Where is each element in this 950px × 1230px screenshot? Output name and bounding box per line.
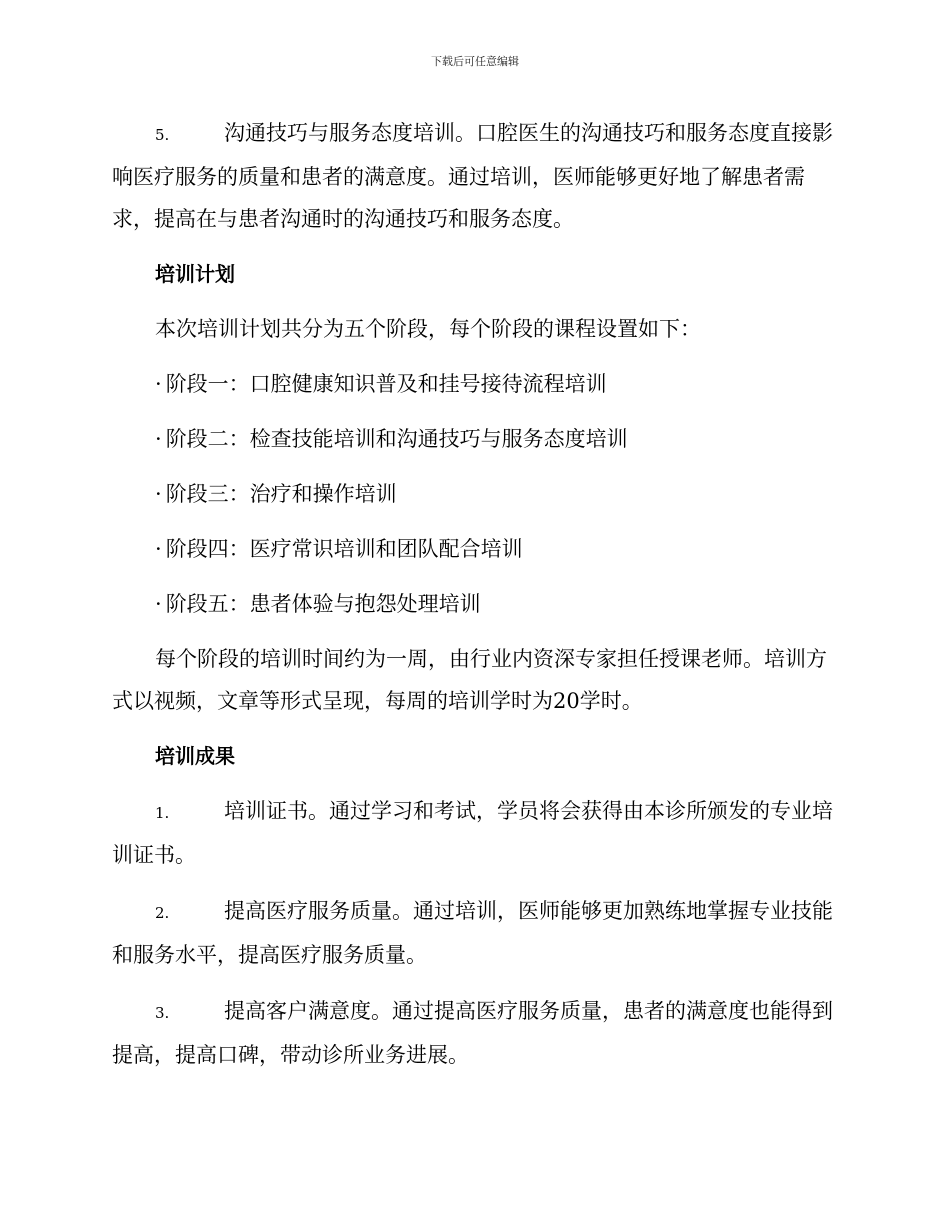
item-number: 5. xyxy=(155,126,170,144)
plan-summary: 每个阶段的培训时间约为一周，由行业内资深专家担任授课老师。培训方式以视频，文章等形式呈现，每周的培训学时为20学时。 xyxy=(112,647,827,713)
numbered-item-1 xyxy=(112,790,834,876)
section-heading-results: 培训成果 xyxy=(155,744,235,768)
numbered-item-3 xyxy=(112,990,834,1076)
bullet-icon: · xyxy=(155,537,162,561)
bullet-icon: · xyxy=(155,482,162,506)
item-text: 培训证书。通过学习和考试，学员将会获得由本诊所颁发的专业培训证书。 xyxy=(112,799,833,867)
stage-item: · 阶段三：治疗和操作培训 xyxy=(155,482,397,506)
stage-item: · 阶段一：口腔健康知识普及和挂号接待流程培训 xyxy=(155,372,607,396)
item-number: 3. xyxy=(155,1004,170,1022)
item-text: 提高客户满意度。通过提高医疗服务质量，患者的满意度也能得到提高，提高口碑，带动诊所业务进展。 xyxy=(112,999,833,1067)
numbered-item-5 xyxy=(112,112,834,240)
stage-item: · 阶段二：检查技能培训和沟通技巧与服务态度培训 xyxy=(155,427,628,451)
numbered-item-2 xyxy=(112,890,834,976)
bullet-icon: · xyxy=(155,372,162,396)
document-body xyxy=(112,112,834,1076)
stage-item: · 阶段五：患者体验与抱怨处理培训 xyxy=(155,592,481,616)
item-text: 提高医疗服务质量。通过培训，医师能够更加熟练地掌握专业技能和服务水平，提高医疗服务质量。 xyxy=(112,899,833,967)
page-header: 下载后可任意编辑 xyxy=(431,55,519,68)
stage-item: · 阶段四：医疗常识培训和团队配合培训 xyxy=(155,537,523,561)
item-number: 2. xyxy=(155,904,170,922)
plan-intro: 本次培训计划共分为五个阶段，每个阶段的课程设置如下： xyxy=(155,317,701,341)
bullet-icon: · xyxy=(155,427,162,451)
section-heading-plan: 培训计划 xyxy=(155,262,235,286)
bullet-icon: · xyxy=(155,592,162,616)
item-number: 1. xyxy=(155,804,170,822)
item-text: 沟通技巧与服务态度培训。口腔医生的沟通技巧和服务态度直接影响医疗服务的质量和患者的满意度。通过培训，医师能够更好地了解患者需求，提高在与患者沟通时的沟通技巧和服务态度。 xyxy=(112,121,833,231)
